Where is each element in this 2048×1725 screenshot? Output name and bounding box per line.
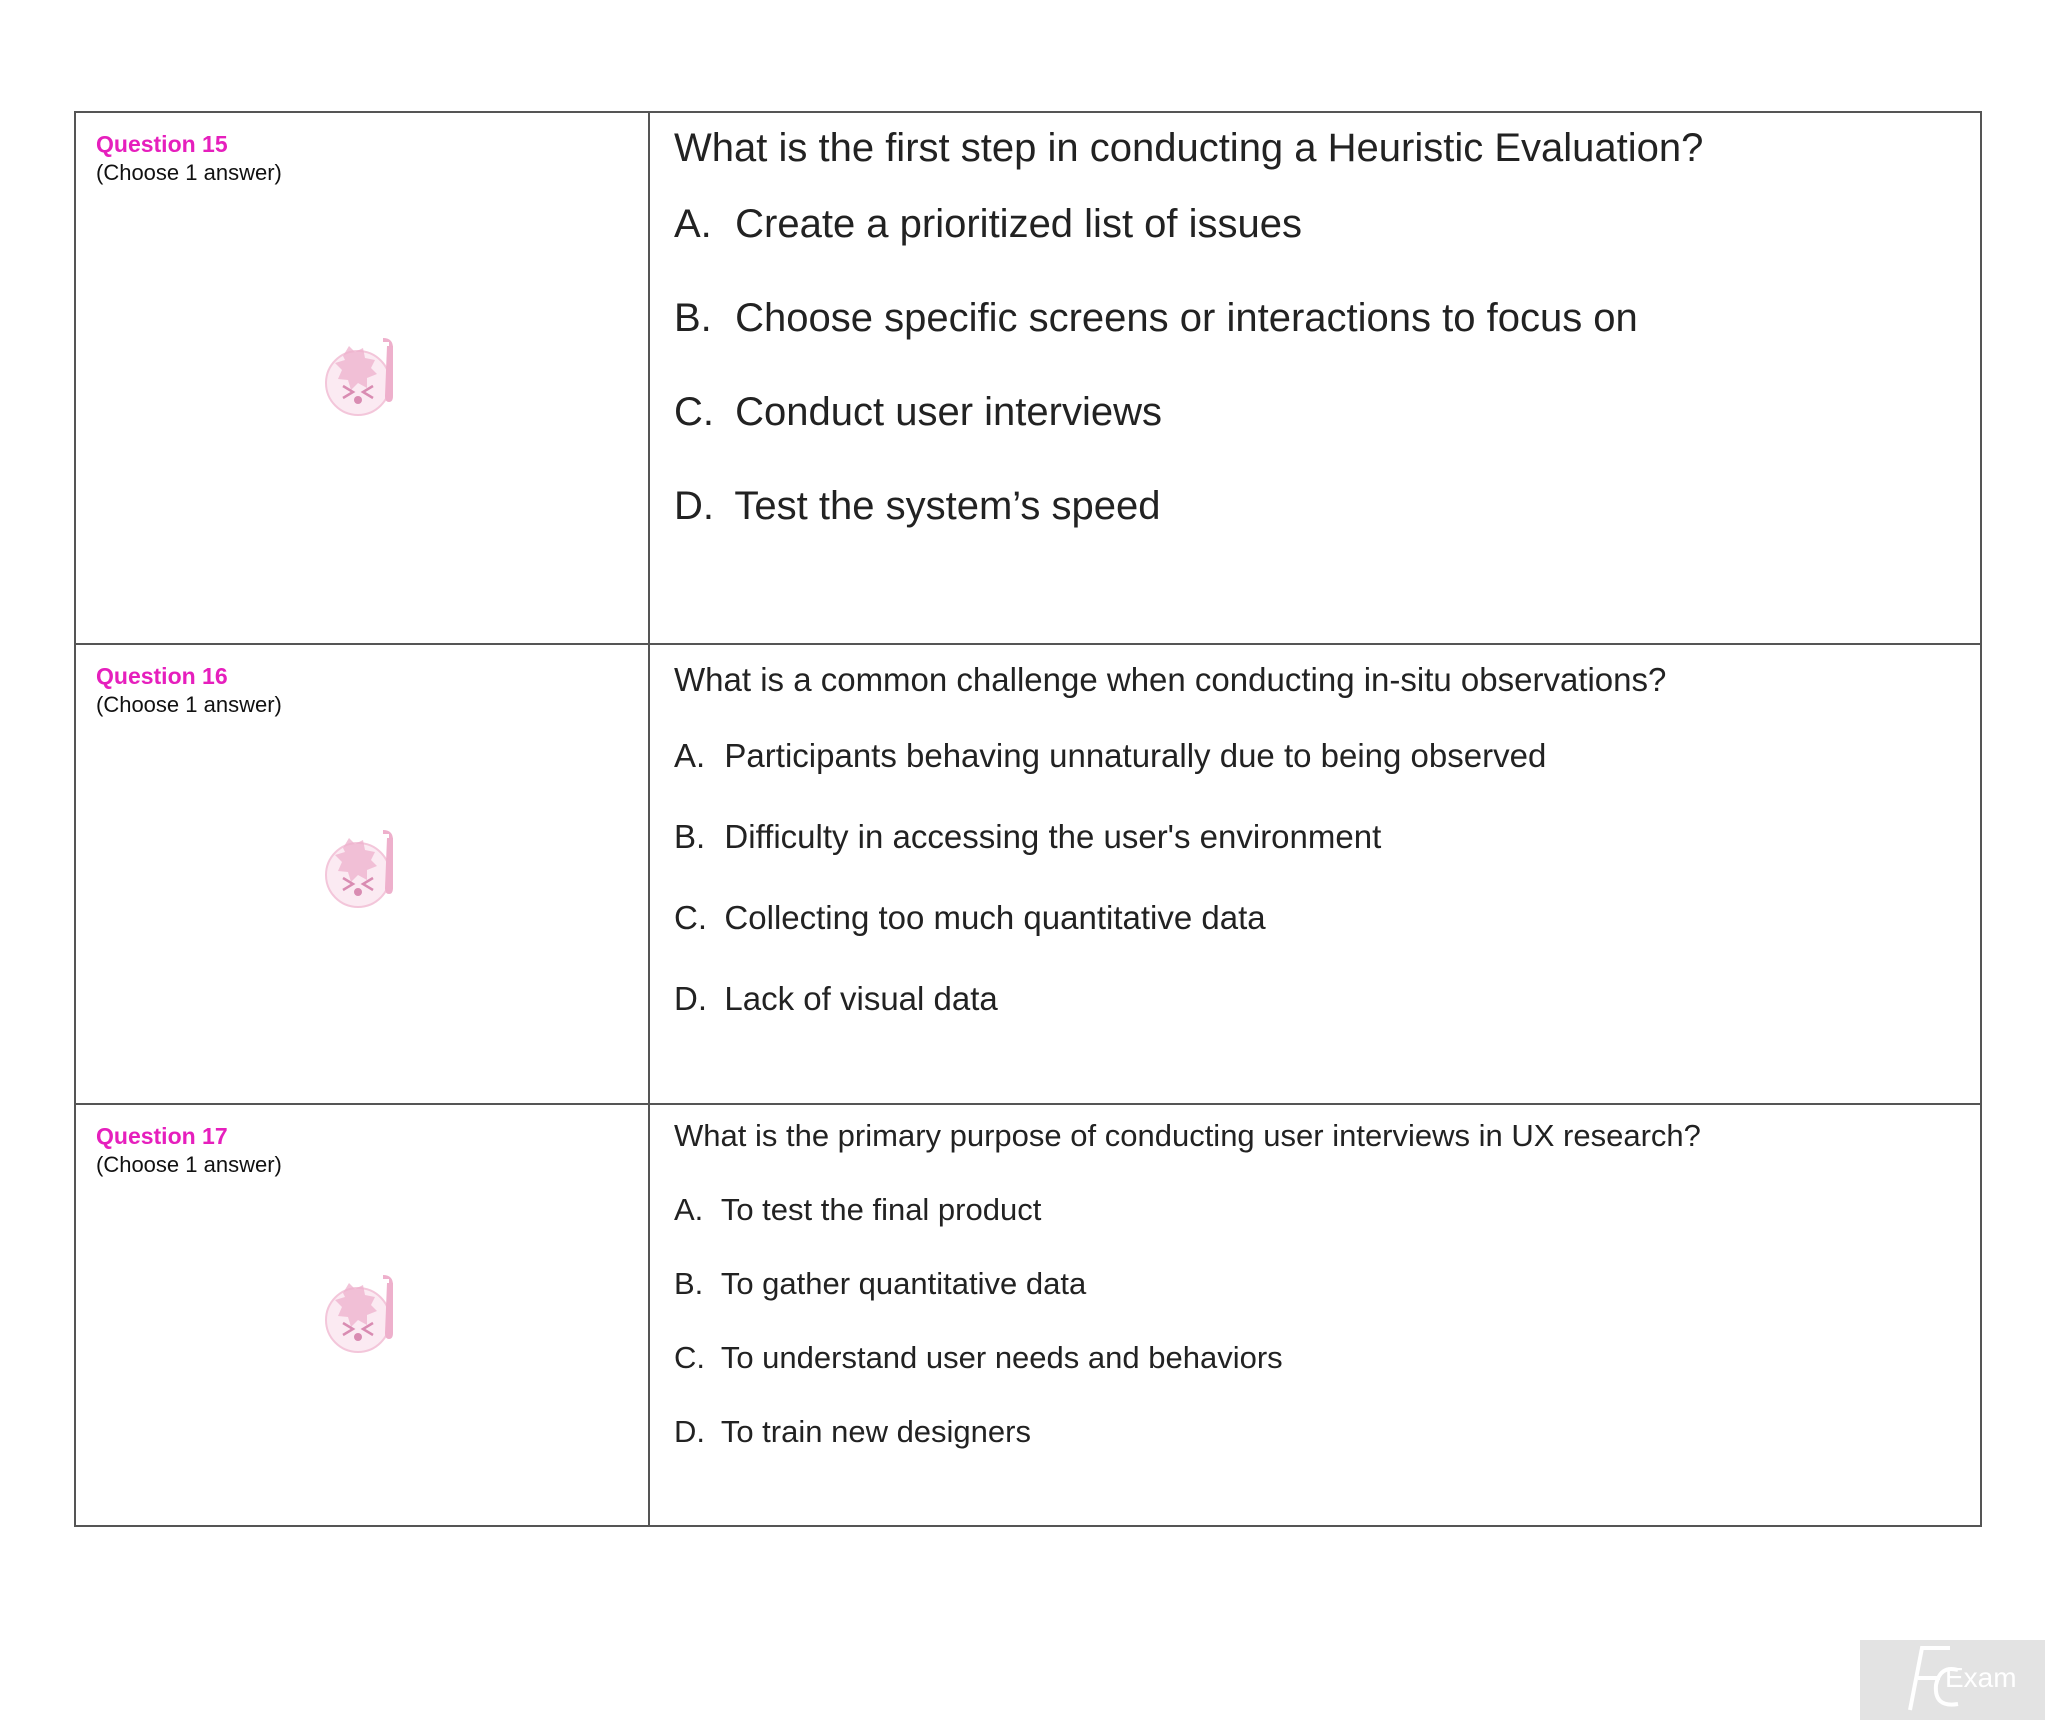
option-text: Conduct user interviews <box>735 390 1162 434</box>
option-letter: A. <box>674 1192 704 1227</box>
option-letter: B. <box>674 296 712 340</box>
option-letter: B. <box>674 818 706 855</box>
question-stem: What is the primary purpose of conducting user interviews in UX research? <box>674 1118 1701 1153</box>
gear-wrench-logo-icon <box>313 1265 413 1361</box>
option-letter: D. <box>674 484 714 528</box>
option-text: To gather quantitative data <box>720 1266 1087 1301</box>
answer-option-d[interactable] <box>674 483 1980 529</box>
option-letter: B. <box>674 1266 704 1301</box>
option-letter: A. <box>674 737 706 774</box>
answer-count-hint: (Choose 1 answer) <box>96 692 282 717</box>
option-text: Participants behaving unnaturally due to being observed <box>724 737 1547 774</box>
questions-table <box>74 111 1982 1527</box>
option-text: Choose specific screens or interactions to focus on <box>735 296 1638 340</box>
question-content-cell <box>649 1104 1981 1526</box>
exam-watermark <box>1860 1640 2045 1720</box>
gear-wrench-logo-icon <box>313 820 413 916</box>
option-text: Collecting too much quantitative data <box>724 899 1266 936</box>
option-text: To understand user needs and behaviors <box>720 1340 1283 1375</box>
answer-option-b[interactable] <box>674 817 1980 857</box>
answer-option-b[interactable] <box>674 1265 1980 1303</box>
question-meta-cell <box>75 1104 649 1526</box>
question-number: Question 15 <box>96 131 228 157</box>
answer-count-hint: (Choose 1 answer) <box>96 1152 282 1177</box>
question-stem: What is a common challenge when conducting in-situ observations? <box>674 661 1667 698</box>
option-text: To test the final product <box>720 1192 1042 1227</box>
answer-option-d[interactable] <box>674 1413 1980 1451</box>
option-text: To train new designers <box>720 1414 1031 1449</box>
answer-option-a[interactable] <box>674 1191 1980 1229</box>
question-content-cell <box>649 644 1981 1104</box>
option-text: Create a prioritized list of issues <box>735 202 1303 246</box>
answer-option-c[interactable] <box>674 1339 1980 1377</box>
question-number: Question 17 <box>96 1123 228 1149</box>
question-number: Question 16 <box>96 663 228 689</box>
option-text: Difficulty in accessing the user's environment <box>724 818 1382 855</box>
question-row <box>75 644 1981 1104</box>
option-text: Test the system’s speed <box>734 484 1161 528</box>
gear-wrench-logo-icon <box>313 328 413 424</box>
question-content-cell <box>649 112 1981 644</box>
answer-option-b[interactable] <box>674 295 1980 341</box>
answer-option-d[interactable] <box>674 979 1980 1019</box>
answer-count-hint: (Choose 1 answer) <box>96 160 282 185</box>
watermark-text: Exam <box>1945 1662 2017 1693</box>
option-text: Lack of visual data <box>724 980 998 1017</box>
question-meta-cell <box>75 112 649 644</box>
answer-option-c[interactable] <box>674 898 1980 938</box>
option-letter: D. <box>674 980 707 1017</box>
option-letter: C. <box>674 899 707 936</box>
question-row <box>75 1104 1981 1526</box>
answer-option-a[interactable] <box>674 736 1980 776</box>
option-letter: C. <box>674 390 714 434</box>
question-row <box>75 112 1981 644</box>
option-letter: A. <box>674 202 712 246</box>
option-letter: D. <box>674 1414 705 1449</box>
option-letter: C. <box>674 1340 705 1375</box>
answer-option-a[interactable] <box>674 201 1980 247</box>
question-stem: What is the first step in conducting a Heuristic Evaluation? <box>674 126 1704 170</box>
question-meta-cell <box>75 644 649 1104</box>
answer-option-c[interactable] <box>674 389 1980 435</box>
